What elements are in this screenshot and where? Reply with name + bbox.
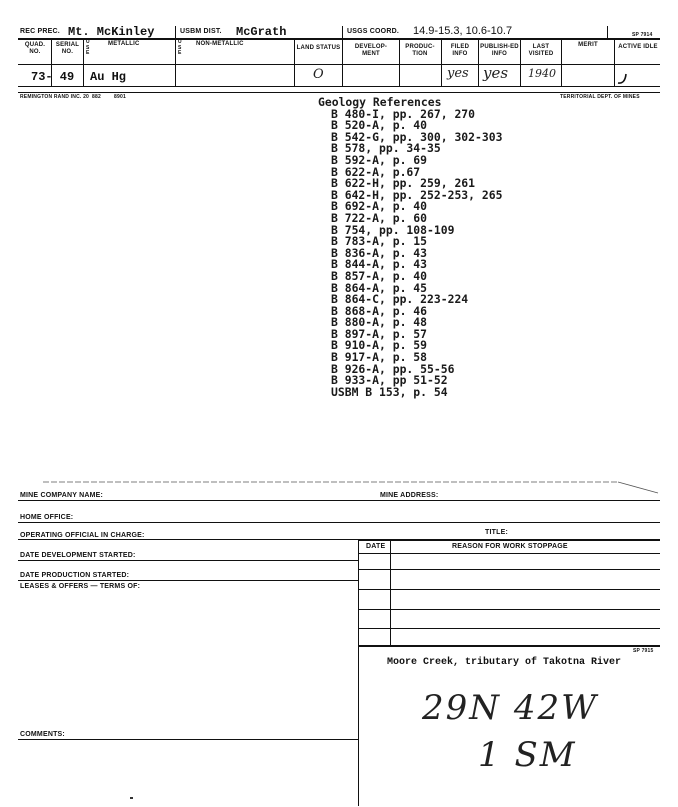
speck — [130, 797, 133, 799]
usbm-dist-label: USBM DIST. — [180, 28, 222, 35]
mine-company-name-label: MINE COMPANY NAME: — [20, 492, 104, 499]
col-active-idle: ACTIVE IDLE — [618, 44, 658, 50]
reference-item: B 857-A, p. 40 — [331, 268, 428, 283]
col-land-status: LAND STATUS — [296, 45, 341, 51]
printer-code-1: 882 — [92, 94, 101, 100]
reference-item: B 520-A, p. 40 — [331, 118, 428, 133]
land-status-value: O — [313, 67, 324, 82]
col-filed-info: FILED INFO — [450, 44, 470, 57]
reference-item: B 864-C, pp. 223-224 — [331, 292, 469, 307]
reference-item: B 783-A, p. 15 — [331, 234, 428, 249]
date-production-started-label: DATE PRODUCTION STARTED: — [20, 572, 130, 579]
reference-item: B 754, pp. 108-109 — [331, 222, 455, 237]
mine-address-label: MINE ADDRESS: — [380, 492, 439, 499]
published-info-value: yes — [483, 64, 509, 82]
col-non-metallic: NON-METALLIC — [196, 41, 244, 47]
col-merit: MERIT — [578, 42, 598, 48]
title-label: TITLE: — [485, 529, 508, 536]
date-development-started-label: DATE DEVELOPMENT STARTED: — [20, 552, 136, 559]
reference-item: B 578, pp. 34-35 — [331, 141, 441, 156]
reference-item: B 622-H, pp. 259, 261 — [331, 176, 476, 191]
metallic-value: Au Hg — [90, 70, 127, 84]
separator-line — [18, 478, 663, 498]
rec-prec-label: REC PREC. — [20, 28, 60, 35]
printer-code-2: 8901 — [114, 94, 126, 100]
col-published-info: PUBLISH-ED INFO — [480, 44, 519, 57]
operating-official-label: OPERATING OFFICIAL IN CHARGE: — [20, 532, 145, 539]
comments-label: COMMENTS: — [20, 731, 65, 738]
section-meridian-handwritten: 1 SM — [478, 735, 577, 775]
rec-prec-value: Mt. McKinley — [68, 25, 155, 39]
reference-item: B 592-A, p. 69 — [331, 152, 428, 167]
col-use-metallic: U S E — [86, 39, 90, 56]
reference-item: B 897-A, p. 57 — [331, 326, 428, 341]
reference-item: B 926-A, pp. 55-56 — [331, 361, 455, 376]
col-development: DEVELOP-MENT — [354, 44, 388, 57]
reference-item: B 880-A, p. 48 — [331, 315, 428, 330]
reference-item: B 910-A, p. 59 — [331, 338, 428, 353]
col-quad-no: QUAD. NO. — [24, 42, 46, 55]
filed-info-value: yes — [447, 66, 469, 81]
col-last-visited: LAST VISITED — [528, 44, 554, 57]
reference-item: B 933-A, pp 51-52 — [331, 373, 448, 388]
reference-item: B 917-A, p. 58 — [331, 350, 428, 365]
quad-serial-value: 73- 49 — [31, 70, 75, 84]
checkmark-icon — [616, 72, 632, 88]
reference-item: B 622-A, p.67 — [331, 164, 421, 179]
col-serial-no: SERIAL NO. — [55, 42, 80, 55]
col-metallic: METALLIC — [108, 41, 140, 47]
geology-references — [318, 97, 502, 398]
reference-item: B 844-A, p. 43 — [331, 257, 428, 272]
last-visited-value: 1940 — [528, 67, 556, 80]
home-office-label: HOME OFFICE: — [20, 514, 74, 521]
usgs-coord-label: USGS COORD. — [347, 28, 399, 35]
reference-item: B 542-G, pp. 300, 302-303 — [331, 129, 503, 144]
form-number: SP 7914 — [632, 32, 653, 38]
reference-item: B 692-A, p. 40 — [331, 199, 428, 214]
col-use-nonmetallic: U S E — [178, 39, 182, 56]
reference-item: B 836-A, p. 43 — [331, 245, 428, 260]
reference-item: B 480-I, pp. 267, 270 — [331, 106, 476, 121]
reference-item: USBM B 153, p. 54 — [331, 384, 448, 399]
reference-item: B 864-A, p. 45 — [331, 280, 428, 295]
reason-column-header: REASON FOR WORK STOPPAGE — [452, 543, 568, 550]
reference-item: B 722-A, p. 60 — [331, 210, 428, 225]
leases-offers-label: LEASES & OFFERS — TERMS OF: — [20, 583, 141, 590]
usbm-dist-value: McGrath — [236, 25, 287, 39]
date-column-header: DATE — [366, 543, 386, 550]
territorial-dept: TERRITORIAL DEPT. OF MINES — [560, 94, 640, 100]
location-note: Moore Creek, tributary of Takotna River — [387, 657, 622, 668]
references-title: Geology References — [318, 95, 442, 109]
usgs-coord-value: 14.9-15.3, 10.6-10.7 — [413, 25, 513, 37]
col-production: PRODUC-TION — [405, 44, 435, 57]
reference-item: B 868-A, p. 46 — [331, 303, 428, 318]
township-range-handwritten: 29N 42W — [422, 688, 599, 728]
form-number-2: SP 7915 — [633, 648, 654, 654]
reference-item: B 642-H, pp. 252-253, 265 — [331, 187, 503, 202]
printer-imprint: REMINGTON RAND INC. 20 — [20, 94, 90, 100]
